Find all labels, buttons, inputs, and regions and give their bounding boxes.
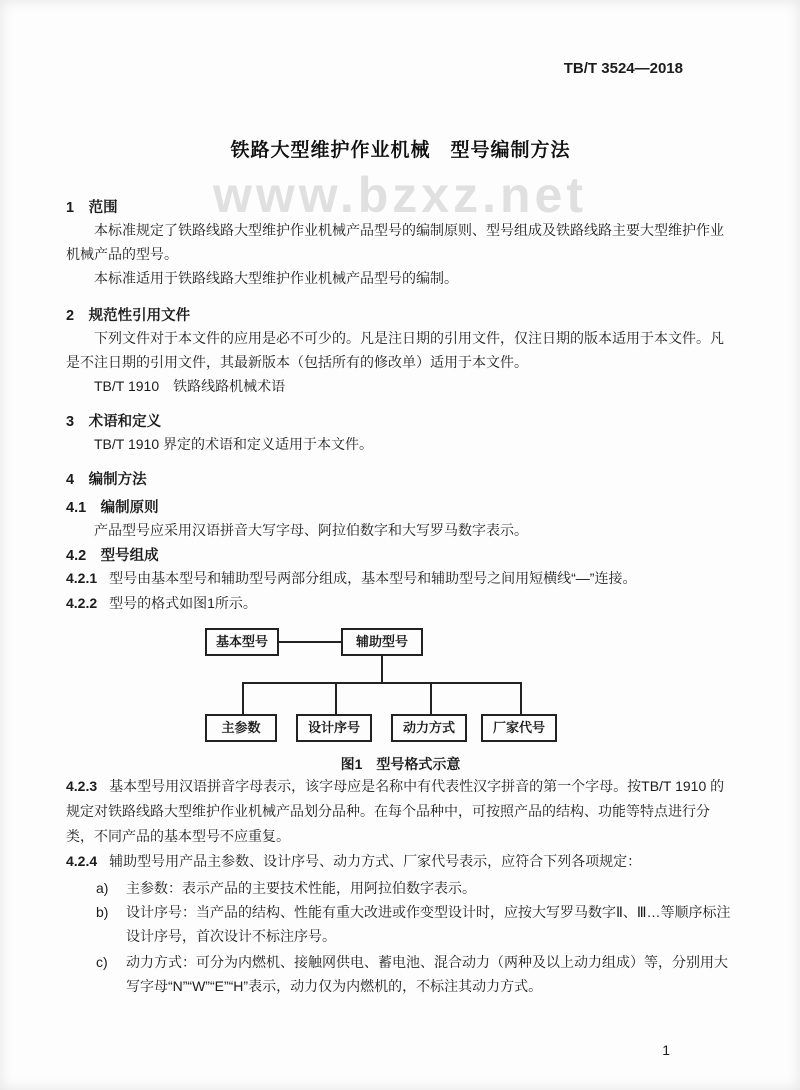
connector-line-drop-4 <box>520 682 522 714</box>
list-item-c-text: 动力方式：可分为内燃机、接触网供电、蓄电池、混合动力（两种及以上动力组成）等，分别用大写字母“N”“W”“E”“H”表示，动力仅为内燃机的，不标注其动力方式。 <box>126 954 728 994</box>
doc-number: TB/T 3524—2018 <box>563 60 683 77</box>
connector-line-drop-1 <box>242 682 244 714</box>
section-2-paragraph-1: 下列文件对于本文件的应用是必不可少的。凡是注日期的引用文件，仅注日期的版本适用于本文件。凡是不注日期的引用文件，其最新版本（包括所有的修改单）适用于本文件。 <box>66 330 724 370</box>
watermark: www.bzxz.net <box>213 167 587 223</box>
clause-4-2-2-number: 4.2.2 <box>66 595 98 611</box>
section-4-heading: 4 编制方法 <box>66 472 147 488</box>
clause-4-2-1 <box>66 566 735 591</box>
section-1-heading: 1 范围 <box>66 200 118 216</box>
section-1-paragraph-1: 本标准规定了铁路线路大型维护作业机械产品型号的编制原则、型号组成及铁路线路主要大型维护作业机械产品的型号。 <box>66 222 724 262</box>
box-auxiliary-model: 辅助型号 <box>341 628 423 656</box>
connector-line-horizontal-distribution <box>242 682 522 684</box>
box-main-parameter: 主参数 <box>205 714 277 742</box>
clause-4-2-2 <box>66 591 735 616</box>
clause-4-2-4 <box>66 849 735 874</box>
connector-line-drop-2 <box>335 682 337 714</box>
figure-diagram <box>66 628 735 744</box>
section-4-2-heading: 4.2 型号组成 <box>66 548 159 564</box>
connector-line-vertical-stem <box>381 656 383 682</box>
list-marker-b: b) <box>96 904 109 920</box>
list-marker-a: a) <box>96 880 109 896</box>
clause-4-2-3 <box>66 774 735 849</box>
box-design-sequence: 设计序号 <box>296 714 372 742</box>
section-4-1-paragraph: 产品型号应采用汉语拼音大写字母、阿拉伯数字和大写罗马数字表示。 <box>94 522 528 538</box>
connector-line-horizontal-top <box>279 641 341 643</box>
connector-line-drop-3 <box>430 682 432 714</box>
list-item-b-text: 设计序号：当产品的结构、性能有重大改进或作变型设计时，应按大写罗马数字Ⅱ、Ⅲ…等顺序标注设计序号，首次设计不标注序号。 <box>126 904 731 944</box>
list-item-a <box>66 876 735 900</box>
list-item-b <box>66 900 735 948</box>
list-item-a-text: 主参数：表示产品的主要技术性能，用阿拉伯数字表示。 <box>126 880 476 896</box>
document-title: 铁路大型维护作业机械 型号编制方法 <box>230 140 571 161</box>
figure-caption: 图1 型号格式示意 <box>340 756 461 772</box>
clause-4-2-1-text: 型号由基本型号和辅助型号两部分组成，基本型号和辅助型号之间用短横线“—”连接。 <box>109 570 637 586</box>
page-number: 1 <box>662 1042 670 1058</box>
clause-4-2-3-number: 4.2.3 <box>66 778 98 794</box>
section-1-paragraph-2: 本标准适用于铁路线路大型维护作业机械产品型号的编制。 <box>94 270 458 286</box>
list-item-c <box>66 950 735 998</box>
section-2-reference-entry: TB/T 1910 铁路线路机械术语 <box>94 378 286 394</box>
list-marker-c: c) <box>96 954 108 970</box>
box-power-mode: 动力方式 <box>391 714 467 742</box>
section-4-1-heading: 4.1 编制原则 <box>66 500 159 516</box>
clause-4-2-4-text: 辅助型号用产品主参数、设计序号、动力方式、厂家代号表示，应符合下列各项规定： <box>109 853 642 869</box>
clause-4-2-4-number: 4.2.4 <box>66 853 98 869</box>
section-2-heading: 2 规范性引用文件 <box>66 308 191 324</box>
section-3-heading: 3 术语和定义 <box>66 414 162 430</box>
box-manufacturer-code: 厂家代号 <box>481 714 557 742</box>
section-3-paragraph-1: TB/T 1910 界定的术语和定义适用于本文件。 <box>94 436 374 452</box>
clause-4-2-1-number: 4.2.1 <box>66 570 98 586</box>
clause-4-2-2-text: 型号的格式如图1所示。 <box>109 595 257 611</box>
clause-4-2-3-text: 基本型号用汉语拼音字母表示，该字母应是名称中有代表性汉字拼音的第一个字母。按TB/T 1910 的规定对铁路线路大型维护作业机械产品划分品种。在每个品种中，可按照产品的结构、功能等特点进行分类，不同产品的基本型号不应重复。 <box>66 778 725 844</box>
box-basic-model: 基本型号 <box>205 628 279 656</box>
